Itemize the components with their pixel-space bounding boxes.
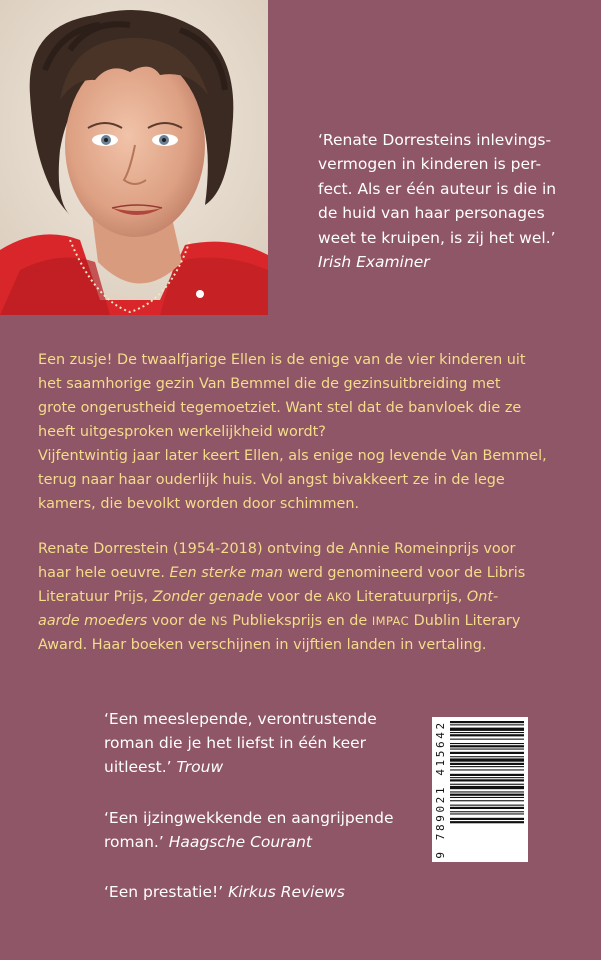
- top-review-quote: [318, 128, 588, 274]
- bio-line: aarde moeders voor de NS Publieksprijs en de IMPAC Dublin Literary: [38, 613, 521, 629]
- quote-line: uitleest.’ Trouw: [104, 758, 224, 776]
- quote-source: Irish Examiner: [318, 253, 430, 272]
- blurb-line: terug naar haar ouderlijk huis. Vol angst bivakkeert ze in de lege: [38, 472, 505, 488]
- barcode-bar: [450, 769, 524, 770]
- barcode-bar: [450, 807, 524, 809]
- author-portrait-image: [0, 0, 268, 315]
- barcode-bar: [450, 721, 524, 723]
- barcode-bar: [450, 774, 524, 776]
- quote-line: ‘Een prestatie!’ Kirkus Reviews: [104, 883, 345, 901]
- quote-line: ‘Renate Dorresteins inlevings-: [318, 131, 552, 149]
- barcode-bar: [450, 756, 524, 757]
- barcode-bar: [450, 786, 524, 789]
- quote-line: fect. Als er één auteur is die in: [318, 179, 557, 198]
- quote-line: weet te kruipen, is zij het wel.’: [318, 228, 556, 247]
- bio-line: haar hele oeuvre. Een sterke man werd genomineerd voor de Libris: [38, 565, 526, 581]
- book-title: Ont-: [466, 589, 499, 605]
- barcode-bar: [450, 749, 524, 750]
- review-quote: [104, 880, 394, 904]
- barcode-bar: [450, 821, 524, 823]
- book-blurb: [38, 348, 578, 516]
- review-quote: [104, 806, 394, 854]
- isbn-number: 9 789021 415642: [434, 720, 447, 859]
- blurb-line: kamers, die bevolkt worden door schimmen.: [38, 496, 360, 512]
- bio-line: Literatuur Prijs, Zonder genade voor de AKO Literatuurprijs, Ont-: [38, 589, 499, 605]
- quote-line: vermogen in kinderen is per-: [318, 155, 542, 174]
- quote-source: Kirkus Reviews: [228, 883, 345, 901]
- barcode-bar: [450, 813, 524, 814]
- quote-line: roman.’ Haagsche Courant: [104, 833, 312, 851]
- barcode-bar: [450, 724, 524, 725]
- quote-line: ‘Een meeslepende, verontrustende: [104, 710, 377, 728]
- isbn-barcode: [432, 717, 528, 862]
- blurb-line: grote ongerustheid tegemoetziet. Want stel dat de banvloek die ze: [38, 400, 522, 416]
- barcode-bar: [450, 777, 524, 778]
- barcode-bar: [450, 734, 524, 736]
- quote-line: de huid van haar personages: [318, 204, 545, 223]
- barcode-bar: [450, 745, 524, 747]
- barcode-bar: [450, 763, 524, 765]
- blurb-line: Een zusje! De twaalfjarige Ellen is de enige van de vier kinderen uit: [38, 352, 526, 368]
- barcode-bar: [450, 739, 524, 740]
- book-title: aarde moeders: [38, 613, 148, 629]
- bio-line: Award. Haar boeken verschijnen in vijftien landen in vertaling.: [38, 637, 487, 653]
- quote-source: Haagsche Courant: [168, 833, 312, 851]
- book-title: Een sterke man: [169, 565, 283, 581]
- barcode-bar: [450, 728, 524, 731]
- author-photo: [0, 0, 268, 315]
- blurb-line: het saamhorige gezin Van Bemmel die de gezinsuitbreiding met: [38, 376, 501, 392]
- blurb-line: heeft uitgesproken werkelijkheid wordt?: [38, 424, 326, 440]
- quote-line: roman die je het liefst in één keer: [104, 734, 367, 752]
- quote-line: ‘Een ijzingwekkende en aangrijpende: [104, 809, 394, 827]
- barcode-bar: [450, 784, 524, 785]
- barcode-bar: [450, 797, 524, 798]
- barcode-bar: [450, 732, 524, 733]
- barcode-bar: [450, 779, 524, 781]
- barcode-bar: [450, 794, 524, 796]
- book-title: Zonder genade: [152, 589, 263, 605]
- blurb-line: Vijfentwintig jaar later keert Ellen, als enige nog levende Van Bemmel,: [38, 448, 547, 464]
- barcode-bar: [450, 818, 524, 820]
- barcode-bar: [450, 758, 524, 761]
- barcode-bar: [450, 805, 524, 806]
- review-quote: [104, 707, 394, 779]
- barcode-bar: [450, 743, 524, 744]
- author-bio: [38, 537, 578, 657]
- barcode-bar: [450, 811, 524, 812]
- barcode-bar: [450, 791, 524, 792]
- quote-source: Trouw: [176, 758, 224, 776]
- barcode-bar: [450, 766, 524, 767]
- barcode-bar: [450, 800, 524, 801]
- barcode-bar: [450, 752, 524, 754]
- bio-line: Renate Dorrestein (1954-2018) ontving de Annie Romeinprijs voor: [38, 541, 516, 557]
